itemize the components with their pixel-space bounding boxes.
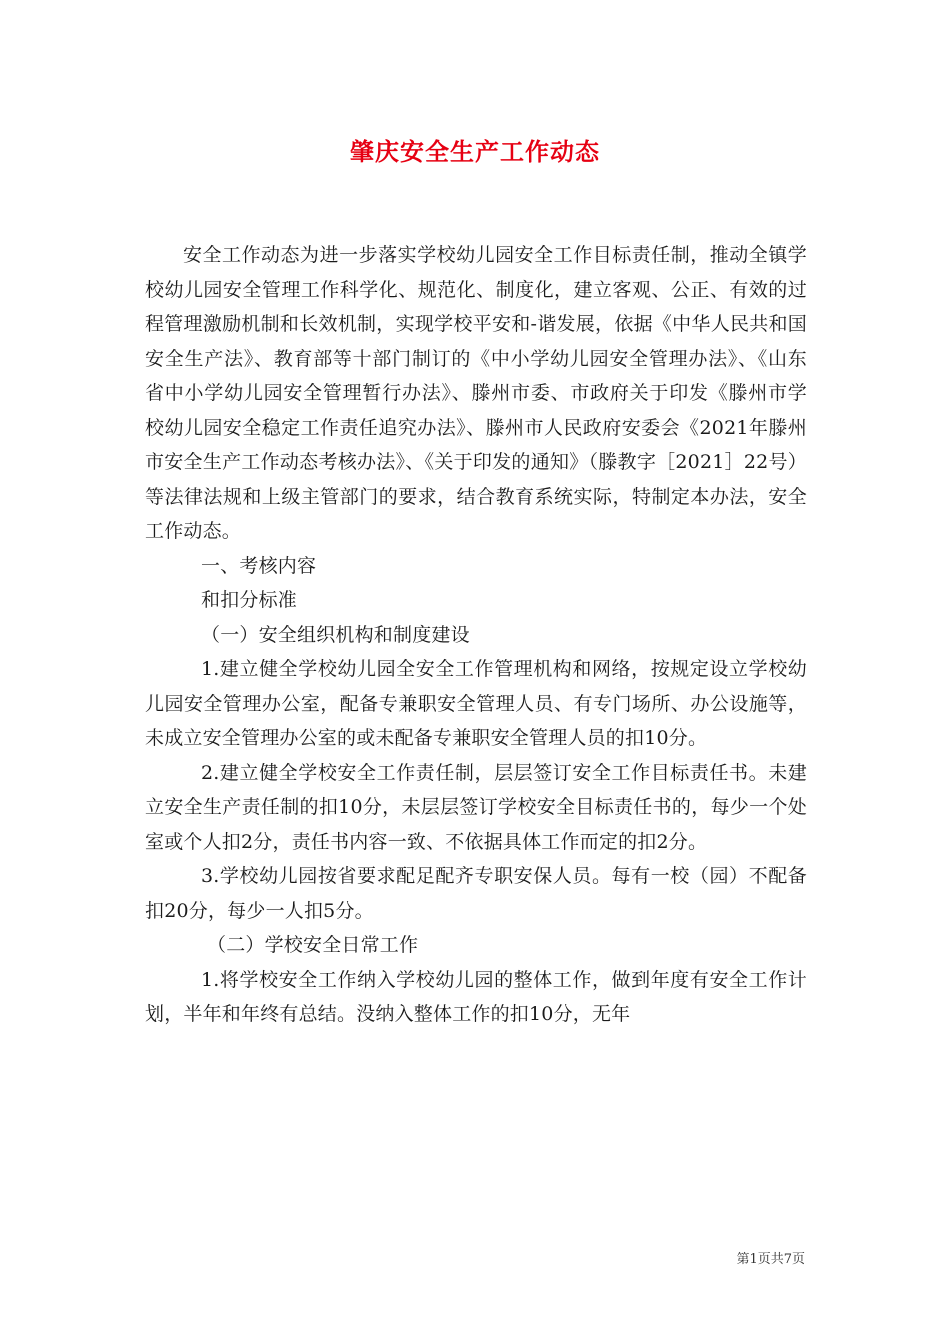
clause-1-2: 2.建立健全学校安全工作责任制，层层签订安全工作目标责任书。未建立安全生产责任制的扣10分，未层层签订学校安全目标责任书的，每少一个处室或个人扣2分，责任书内容一致、不依据具体工作而定的扣2分。 [145,761,807,853]
intro-paragraph: 安全工作动态为进一步落实学校幼儿园安全工作目标责任制，推动全镇学校幼儿园安全管理工作科学化、规范化、制度化，建立客观、公正、有效的过程管理激励机制和长效机制，实现学校平安和-谐发展，依据《中华人民共和国安全生产法》、教育部等十部门制订的《中小学幼儿园安全管理办法》、《山东省中小学幼儿园安全管理暂行办法》、滕州市委、市政府关于印发《滕州市学校幼儿园安全稳定工作责任追究办法》、滕州市人民政府安委会《2021年滕州市安全生产工作动态考核办法》、《关于印发的通知》（滕教字［2021］22号）等法律法规和上级主管部门的要求，结合教育系统实际，特制定本办法，安全工作动态。 [145,244,807,542]
clause-1-1: 1.建立健全学校幼儿园全安全工作管理机构和网络，按规定设立学校幼儿园安全管理办公室，配备专兼职安全管理人员、有专门场所、办公设施等，未成立安全管理办公室的或未配备专兼职安全管理人员的扣10分。 [145,658,807,749]
subsection-heading-organization: （一）安全组织机构和制度建设 [201,623,470,646]
section-heading-assessment: 一、考核内容 [201,554,317,577]
document-body [145,238,807,1032]
clause-2-1: 1.将学校安全工作纳入学校幼儿园的整体工作，做到年度有安全工作计划，半年和年终有总结。没纳入整体工作的扣10分，无年 [145,968,807,1025]
subsection-heading-daily-work: （二）学校安全日常工作 [207,934,419,956]
section-heading-deduction: 和扣分标准 [201,589,298,611]
document-title: 肇庆安全生产工作动态 [350,137,600,166]
clause-1-3: 3.学校幼儿园按省要求配足配齐专职安保人员。每有一校（园）不配备扣20分，每少一人扣5分。 [145,865,807,922]
page-indicator: 第1页共7页 [736,1252,805,1267]
